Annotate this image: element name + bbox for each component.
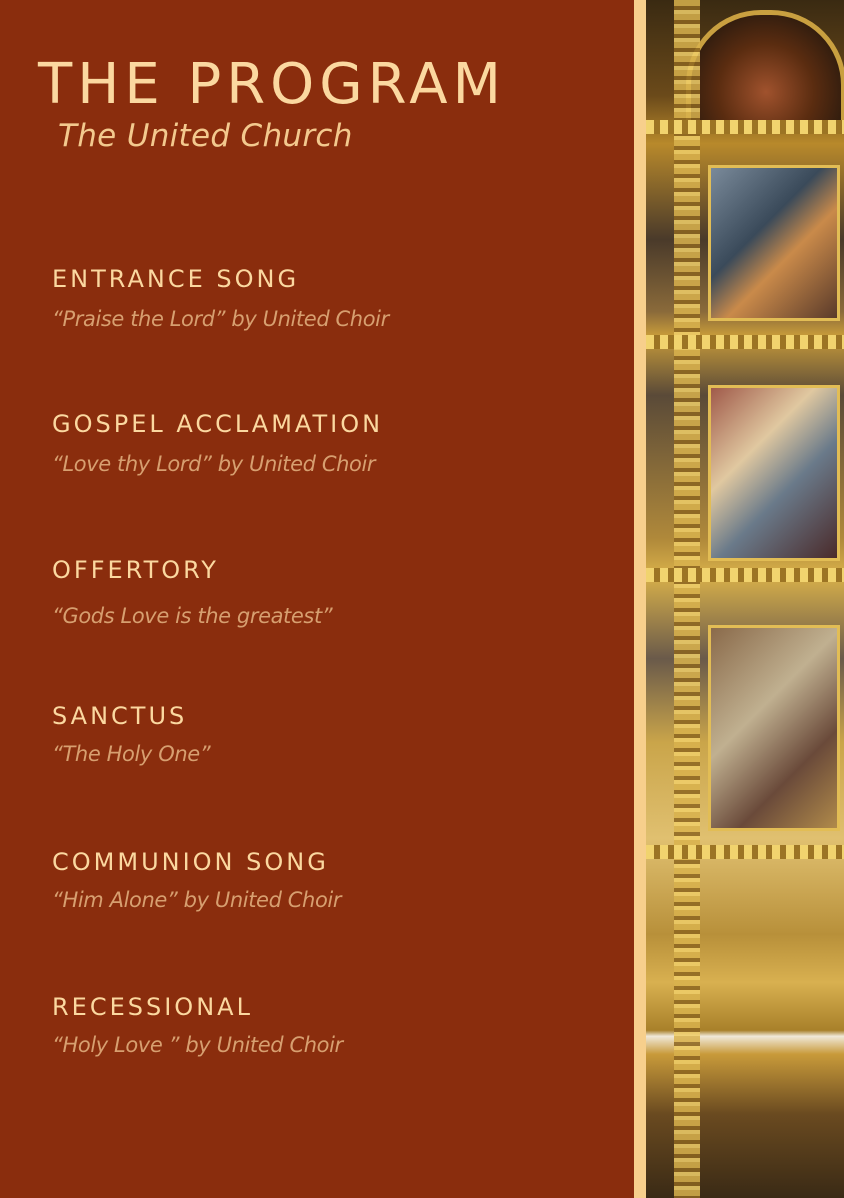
program-item-recessional [52, 995, 343, 1056]
program-item-title: RECESSIONAL [52, 993, 253, 1021]
page-title: THE PROGRAM [38, 52, 506, 117]
program-item-subtitle: “Gods Love is the greatest” [52, 604, 333, 628]
page-subtitle: The United Church [58, 118, 353, 154]
altar-arch [686, 10, 844, 130]
program-item-subtitle: “Love thy Lord” by United Choir [52, 452, 376, 476]
program-item-title: OFFERTORY [52, 556, 219, 584]
program-item-subtitle: “Him Alone” by United Choir [52, 888, 342, 912]
program-item-title: SANCTUS [52, 702, 188, 730]
side-image-panel [634, 0, 844, 1198]
altar-image [646, 0, 844, 1198]
program-item-offertory [52, 558, 332, 627]
program-item-subtitle: “Holy Love ” by United Choir [52, 1033, 343, 1057]
program-item-title: COMMUNION SONG [52, 848, 329, 876]
altar-band [646, 568, 844, 582]
altar-painting [708, 385, 840, 561]
altar-band [646, 335, 844, 349]
altar-band [646, 845, 844, 859]
program-item-sanctus [52, 704, 210, 765]
altar-painting [708, 165, 840, 321]
altar-band [646, 120, 844, 134]
altar-column [674, 0, 700, 1198]
program-item-title: ENTRANCE SONG [52, 265, 300, 293]
program-item-entrance-song [52, 267, 389, 330]
program-item-gospel-acclamation [52, 412, 383, 475]
program-item-subtitle: “The Holy One” [52, 742, 211, 766]
program-item-communion-song [52, 850, 341, 911]
altar-painting [708, 625, 840, 831]
program-item-title: GOSPEL ACCLAMATION [52, 410, 384, 438]
program-item-subtitle: “Praise the Lord” by United Choir [52, 307, 389, 331]
